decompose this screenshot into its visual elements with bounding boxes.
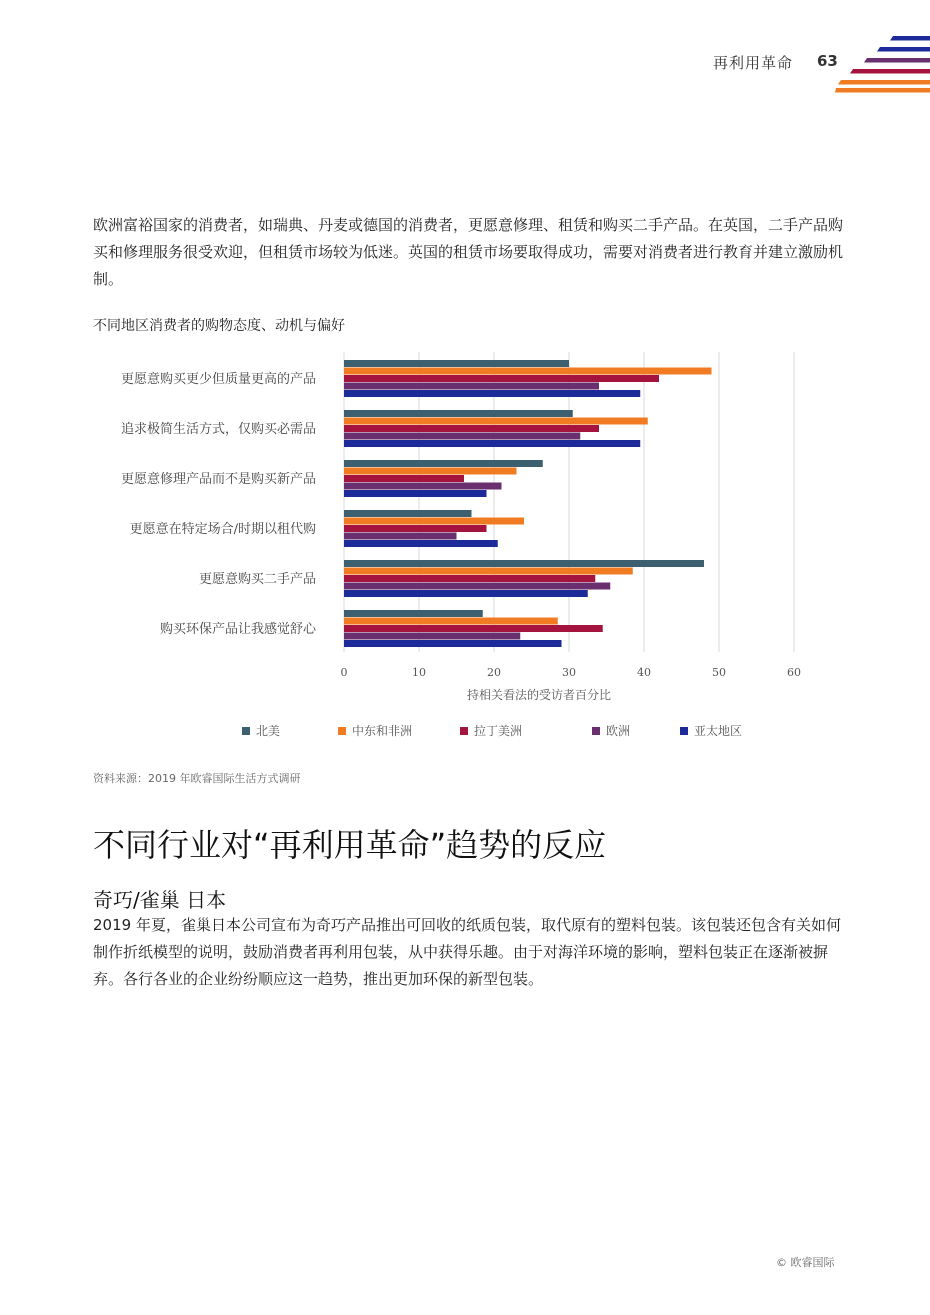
legend-swatch	[680, 727, 688, 735]
bar-3-5	[344, 575, 595, 582]
bar-2-1	[344, 368, 712, 375]
category-label: 更愿意在特定场合/时期以租代购	[129, 521, 316, 537]
chart-title: 不同地区消费者的购物态度、动机与偏好	[93, 318, 345, 334]
header-stripes	[835, 33, 930, 95]
page-number: 63	[817, 52, 838, 70]
bar-2-4	[344, 518, 524, 525]
bar-3-1	[344, 375, 659, 382]
legend-label: 亚太地区	[694, 724, 743, 738]
stripe-5	[838, 80, 930, 85]
bar-5-3	[344, 490, 487, 497]
header-title: 再利用革命	[713, 54, 794, 72]
category-label: 追求极简生活方式，仅购买必需品	[120, 421, 316, 437]
legend-item	[680, 722, 742, 739]
legend-item	[592, 722, 630, 739]
stripe-6	[835, 88, 930, 93]
x-tick-label: 30	[562, 666, 576, 679]
bar-5-6	[344, 640, 562, 647]
intro-paragraph: 欧洲富裕国家的消费者，如瑞典、丹麦或德国的消费者，更愿意修理、租赁和购买二手产品。在英国，二手产品购买和修理服务很受欢迎，但租赁市场较为低迷。英国的租赁市场要取得成功，需要对消费者进行教育并建立激励机制。	[93, 216, 844, 288]
bar-1-4	[344, 510, 472, 517]
tick-labels	[341, 666, 802, 679]
bar-1-6	[344, 610, 483, 617]
category-label: 更愿意购买更少但质量更高的产品	[120, 371, 316, 387]
bar-5-1	[344, 390, 640, 397]
x-tick-label: 60	[787, 666, 801, 679]
bar-chart	[0, 340, 930, 715]
legend-label: 欧洲	[606, 724, 631, 738]
x-tick-label: 40	[637, 666, 651, 679]
legend-label: 拉丁美洲	[474, 724, 523, 738]
bar-4-5	[344, 583, 610, 590]
bars	[344, 360, 712, 647]
x-axis-label: 持相关看法的受访者百分比	[466, 688, 612, 702]
bar-2-3	[344, 468, 517, 475]
stripe-4	[850, 69, 930, 74]
stripe-1	[890, 36, 930, 41]
x-tick-label: 50	[712, 666, 726, 679]
bar-3-6	[344, 625, 603, 632]
legend-item	[242, 722, 280, 739]
bar-1-1	[344, 360, 569, 367]
bar-1-2	[344, 410, 573, 417]
footer-credit: © 欧睿国际	[776, 1256, 835, 1269]
bar-1-5	[344, 560, 704, 567]
source-note: 资料来源：2019 年欧睿国际生活方式调研	[93, 772, 301, 785]
x-tick-label: 10	[412, 666, 426, 679]
legend-item	[338, 722, 412, 739]
bar-4-2	[344, 433, 580, 440]
category-labels	[121, 371, 317, 637]
stripe-3	[864, 58, 930, 63]
legend-swatch	[338, 727, 346, 735]
category-label: 购买环保产品让我感觉舒心	[159, 621, 316, 637]
section-title: 不同行业对“再利用革命”趋势的反应	[93, 826, 607, 864]
bar-2-2	[344, 418, 648, 425]
bar-4-4	[344, 533, 457, 540]
legend-label: 北美	[256, 724, 281, 738]
bar-3-4	[344, 525, 487, 532]
bar-4-3	[344, 483, 502, 490]
bar-1-3	[344, 460, 543, 467]
category-label: 更愿意修理产品而不是购买新产品	[120, 471, 316, 487]
legend-swatch	[242, 727, 250, 735]
legend-swatch	[592, 727, 600, 735]
category-label: 更愿意购买二手产品	[198, 571, 316, 587]
bar-5-4	[344, 540, 498, 547]
bar-3-3	[344, 475, 464, 482]
bar-5-5	[344, 590, 588, 597]
bar-4-1	[344, 383, 599, 390]
bar-5-2	[344, 440, 640, 447]
bar-2-6	[344, 618, 558, 625]
chart-legend	[242, 722, 802, 742]
x-tick-label: 20	[487, 666, 501, 679]
bar-4-6	[344, 633, 520, 640]
body-paragraph: 2019 年夏，雀巢日本公司宣布为奇巧产品推出可回收的纸质包装，取代原有的塑料包装。该包装还包含有关如何制作折纸模型的说明，鼓励消费者再利用包装，从中获得乐趣。由于对海洋环境的影响，塑料包装正在逐渐被摒弃。各行各业的企业纷纷顺应这一趋势，推出更加环保的新型包装。	[93, 916, 841, 988]
bar-3-2	[344, 425, 599, 432]
x-tick-label: 0	[340, 666, 348, 679]
legend-item	[460, 722, 522, 739]
bar-2-5	[344, 568, 633, 575]
legend-label: 中东和非洲	[352, 724, 413, 738]
stripe-2	[877, 47, 930, 52]
subsection-title: 奇巧/雀巢 日本	[93, 888, 227, 912]
legend-swatch	[460, 727, 468, 735]
